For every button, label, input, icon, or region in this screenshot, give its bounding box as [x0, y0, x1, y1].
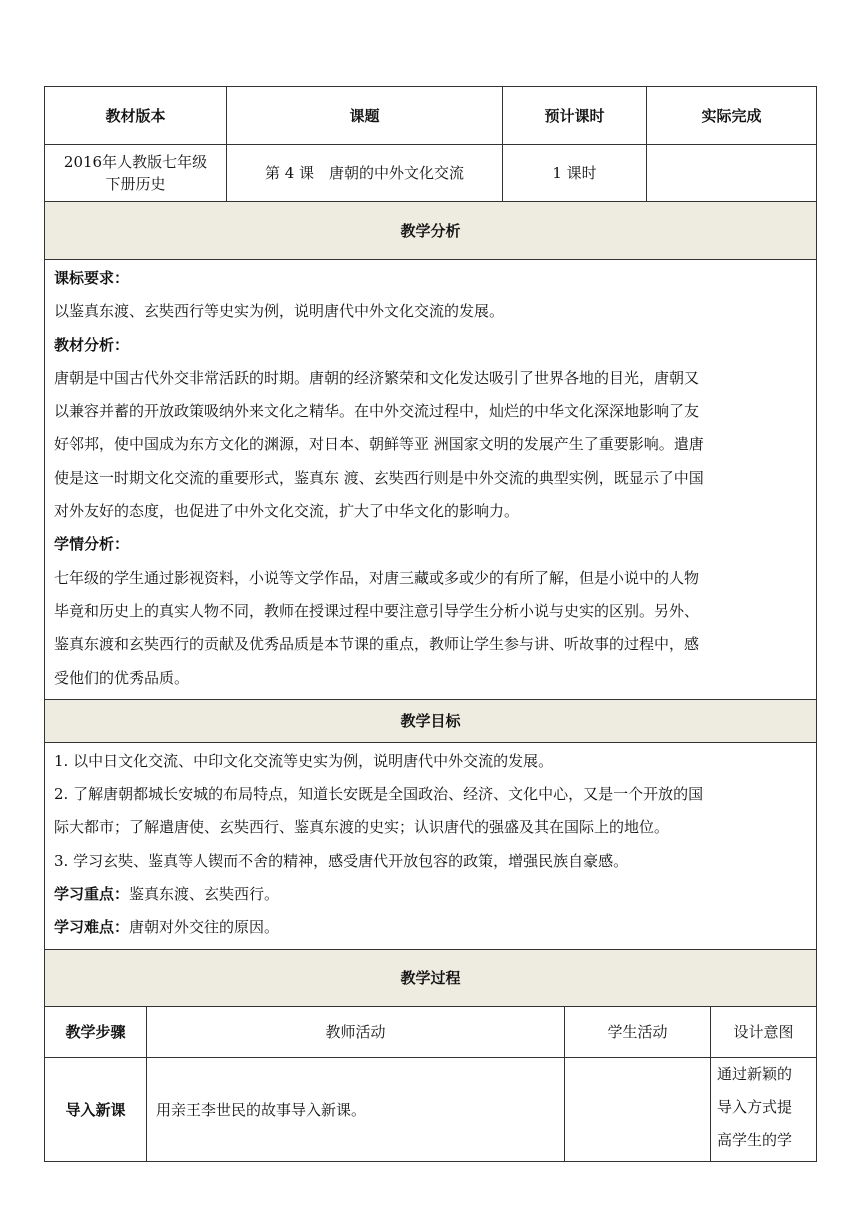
lesson-plan-sheet: [44, 86, 816, 1162]
student-label: 学情分析：: [54, 535, 130, 554]
difficult-label: 学习难点：: [54, 918, 130, 937]
edition-line1: 2016年人教版七年级: [63, 153, 208, 171]
analysis-block: [45, 260, 817, 700]
key-point: [54, 878, 807, 911]
design-line: 高学生的学: [717, 1130, 793, 1149]
col-student: 学生活动: [565, 1006, 711, 1057]
header-topic: 课题: [227, 87, 503, 145]
textbook-line: 好邻邦，使中国成为东方文化的渊源，对日本、朝鲜等亚 洲国家文明的发展产生了重要影响。遣唐: [54, 435, 704, 454]
intro-design: [711, 1057, 817, 1161]
analysis-heading: 教学分析: [45, 202, 817, 260]
goals-heading: 教学目标: [45, 699, 817, 742]
hours-cell: 1 课时: [503, 145, 647, 202]
actual-cell: [647, 145, 817, 202]
goal-line: 3. 学习玄奘、鉴真等人锲而不舍的精神，感受唐代开放包容的政策，增强民族自豪感。: [54, 851, 629, 870]
textbook-line: 以兼容并蓄的开放政策吸纳外来文化之精华。在中外交流过程中，灿烂的中华文化深深地影响了友: [54, 402, 700, 421]
intro-step: 导入新课: [45, 1057, 147, 1161]
goal-line: 际大都市；了解遣唐使、玄奘西行、鉴真东渡的史实；认识唐代的强盛及其在国际上的地位。: [54, 818, 670, 837]
intro-student: [565, 1057, 711, 1161]
standard-text: 以鉴真东渡、玄奘西行等史实为例，说明唐代中外文化交流的发展。: [54, 302, 505, 321]
header-edition: 教材版本: [45, 87, 227, 145]
edition-line2: 下册历史: [105, 175, 166, 193]
key-text: 鉴真东渡、玄奘西行。: [129, 885, 280, 904]
student-line: 受他们的优秀品质。: [54, 668, 190, 687]
student-line: 鉴真东渡和玄奘西行的贡献及优秀品质是本节课的重点，教师让学生参与讲、听故事的过程中，感: [54, 635, 700, 654]
textbook-label: 教材分析：: [54, 335, 130, 354]
goal-line: 1. 以中日文化交流、中印文化交流等史实为例，说明唐代中外交流的发展。: [54, 751, 554, 770]
goals-block: [45, 742, 817, 949]
header-planned-hours: 预计课时: [503, 87, 647, 145]
difficult-point: [54, 911, 807, 944]
process-heading: 教学过程: [45, 949, 817, 1006]
header-actual: 实际完成: [647, 87, 817, 145]
lesson-cell: 第 4 课 唐朝的中外文化交流: [227, 145, 503, 202]
process-header-row: [45, 1006, 817, 1057]
design-line: 通过新颖的: [717, 1064, 793, 1083]
header-table: [44, 86, 817, 1007]
student-line: 毕竟和历史上的真实人物不同，教师在授课过程中要注意引导学生分析小说与史实的区别。另外、: [54, 601, 700, 620]
difficult-text: 唐朝对外交往的原因。: [129, 918, 280, 937]
standard-label: 课标要求：: [54, 269, 130, 287]
goal-line: 2. 了解唐朝都城长安城的布局特点，知道长安既是全国政治、经济、文化中心，又是一个开放的国: [54, 785, 704, 804]
textbook-line: 使是这一时期文化交流的重要形式，鉴真东 渡、玄奘西行则是中外交流的典型实例，既显示了中国: [54, 468, 704, 487]
textbook-line: 对外友好的态度，也促进了中外文化交流，扩大了中华文化的影响力。: [54, 502, 520, 521]
process-table: [44, 1006, 817, 1162]
edition-cell: [45, 145, 227, 202]
textbook-line: 唐朝是中国古代外交非常活跃的时期。唐朝的经济繁荣和文化发达吸引了世界各地的目光，唐朝又: [54, 368, 700, 387]
col-step: 教学步骤: [45, 1006, 147, 1057]
col-teacher: 教师活动: [147, 1006, 565, 1057]
col-design: 设计意图: [711, 1006, 817, 1057]
info-row: [45, 145, 817, 202]
key-label: 学习重点：: [54, 885, 130, 904]
header-row: [45, 87, 817, 145]
design-line: 导入方式提: [717, 1097, 793, 1116]
intro-row: [45, 1057, 817, 1161]
intro-teacher: 用亲王李世民的故事导入新课。: [147, 1057, 565, 1161]
student-line: 七年级的学生通过影视资料，小说等文学作品，对唐三藏或多或少的有所了解，但是小说中的人物: [54, 568, 700, 587]
